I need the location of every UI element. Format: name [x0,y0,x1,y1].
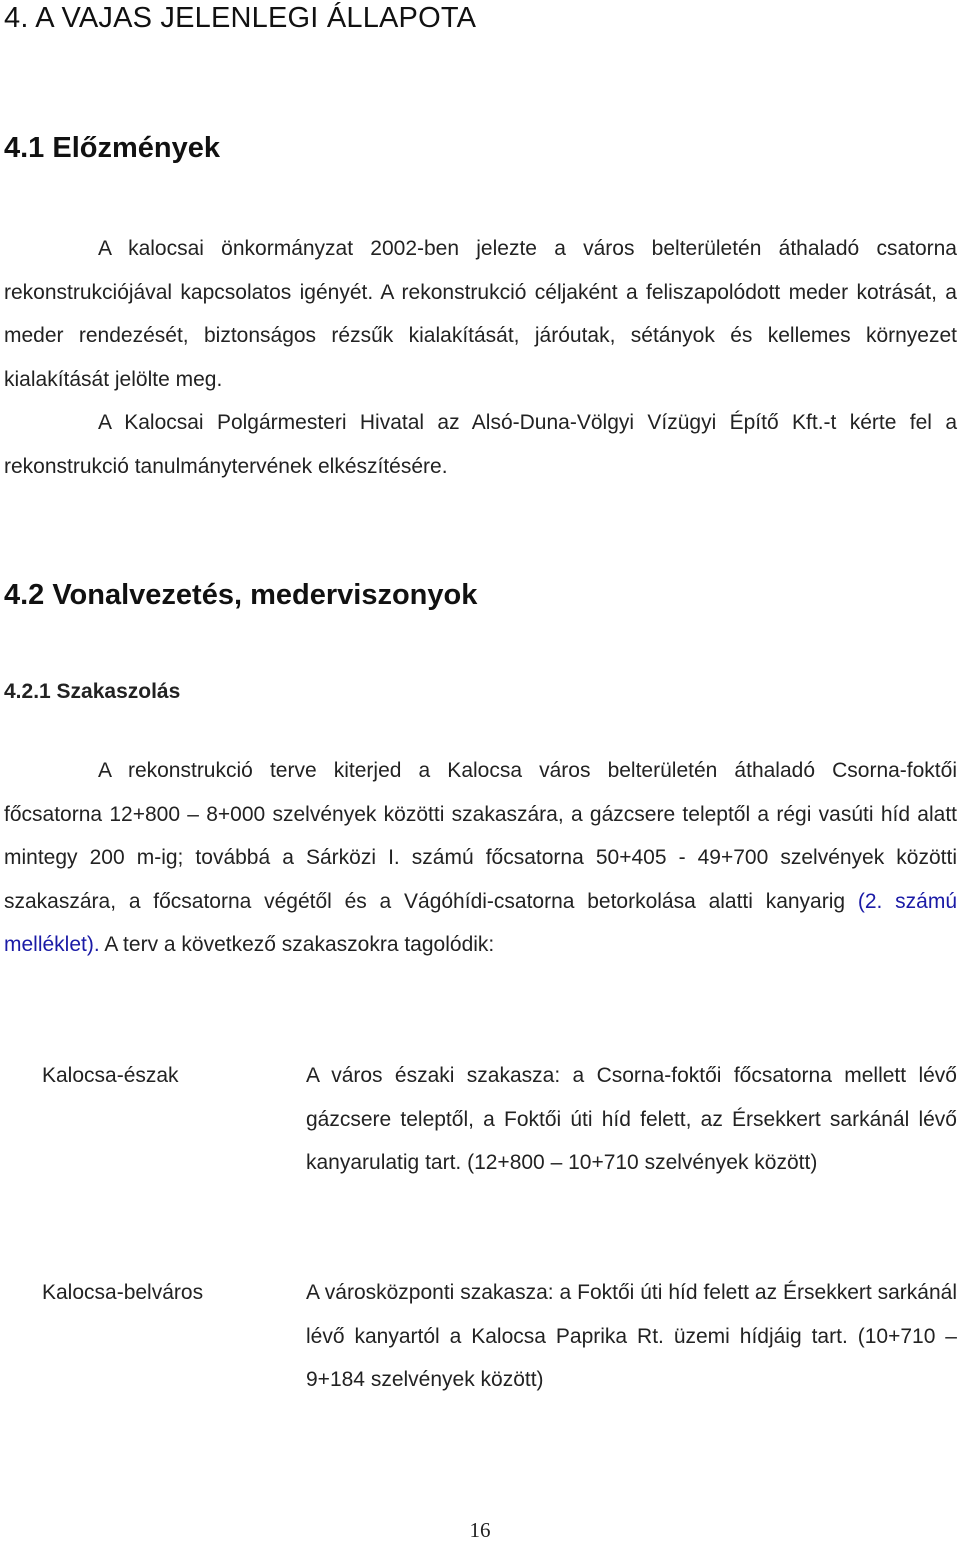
section-421-paragraph [4,749,957,967]
section-42-heading: 4.2 Vonalvezetés, mederviszonyok [4,579,478,611]
section-421-heading: 4.2.1 Szakaszolás [4,680,181,703]
section-41-heading: 4.1 Előzmények [4,132,220,164]
section-421-paragraph-tail: A terv a következő szakaszokra tagolódik: [99,933,495,956]
appendix-reference-link[interactable]: (2. számú melléklet). [4,889,957,956]
section-421-paragraph-text: A rekonstrukció terve kiterjed a Kalocsa város belterületén áthaladó Csorna-foktői főcsatorna 12+800 – 8+000 szelvények közötti szakaszára, a gázcsere teleptől a régi vasúti híd alatt mintegy 200 m-ig; továbbá a Sárközi I. számú főcsatorna 50+405 - 49+700 szelvények közötti szakaszára, a főcsatorna végétől és a Vágóhídi-csatorna betorkolása alatti kanyarig [4,759,957,913]
section-41-paragraph-2-text: A Kalocsai Polgármesteri Hivatal az Alsó-Duna-Völgyi Vízügyi Építő Kft.-t kérte fel a rekonstrukció tanulmánytervének elkészítésére. [4,411,957,478]
section-41-paragraph-1-text: A kalocsai önkormányzat 2002-ben jelezte a város belterületén áthaladó csatorna rekonstrukciójával kapcsolatos igényét. A rekonstrukció céljaként a feliszapolódott meder kotrását, a meder rendezését, biztonságos rézsűk kialakítását, járóutak, sétányok és kellemes környezet kialakítását jelölte meg. [4,237,957,391]
section-name: Kalocsa-belváros [42,1281,204,1304]
section-41-paragraph-1 [4,227,957,401]
page-number: 16 [469,1518,491,1542]
section-description: A városközponti szakasza: a Foktői úti híd felett az Érsekkert sarkánál lévő kanyartól a Kalocsa Paprika Rt. üzemi hídjáig tart. (10+710 – 9+184 szelvények között) [306,1281,957,1391]
section-description: A város északi szakasza: a Csorna-foktői főcsatorna mellett lévő gázcsere teleptől, a Foktői úti híd felett, az Érsekkert sarkánál lévő kanyarulatig tart. (12+800 – 10+710 szelvények között) [306,1064,957,1174]
section-41-paragraph-2 [4,401,957,488]
chapter-heading: 4. A VAJAS JELENLEGI ÁLLAPOTA [4,2,477,34]
section-name: Kalocsa-észak [42,1064,179,1087]
